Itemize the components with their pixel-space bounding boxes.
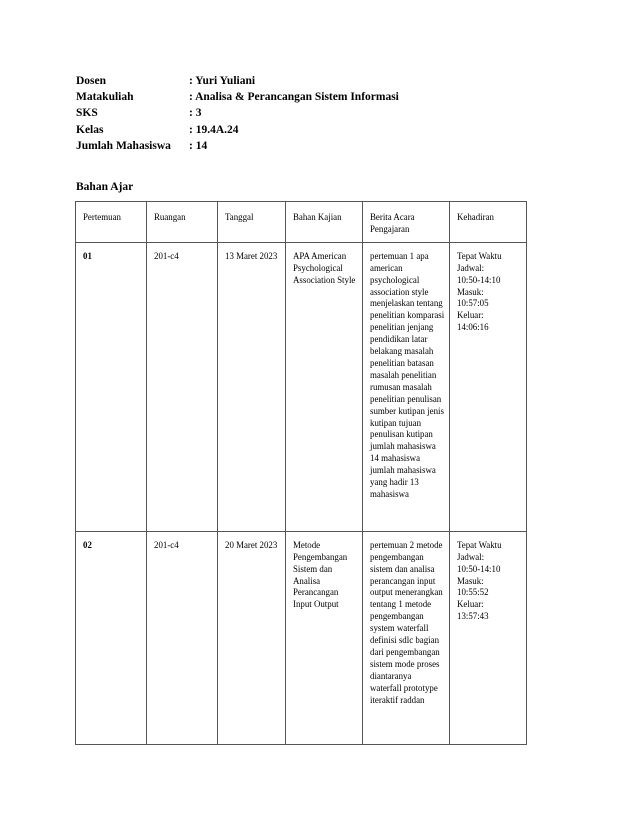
info-row-jumlah-mahasiswa [76,138,556,154]
kehadiran-line: 10:55:52 [457,587,489,598]
kehadiran-line: Tepat Waktu [457,539,502,550]
kehadiran-line: 10:57:05 [457,298,489,309]
info-label: Dosen [76,75,107,87]
cell-ruangan: 201-c4 [147,531,218,744]
cell-tanggal: 20 Maret 2023 [218,531,286,744]
table-header-row [76,202,527,243]
kehadiran-line: 10:50-14:10 [457,274,501,285]
course-info [76,73,556,154]
info-value: : 19.4A.24 [189,123,239,136]
kehadiran-line: Masuk: [457,286,484,297]
info-row-dosen [76,73,556,89]
bahan-ajar-table [75,201,527,745]
cell-berita-acara: pertemuan 2 metode pengembangan sistem dan analisa perancangan input output menerangkan tentang 1 metode pengembangan system waterfall definisi sdlc bagian dari pengembangan sistem mode proses diantaranya waterfall prototype iteraktif raddan [363,531,450,744]
info-row-kelas [76,122,556,138]
cell-ruangan: 201-c4 [147,242,218,531]
info-value: : Analisa & Perancangan Sistem Informasi [189,91,399,104]
info-label: Jumlah Mahasiswa [76,139,171,152]
header-pertemuan: Pertemuan [76,202,147,243]
info-row-sks [76,105,556,121]
cell-pertemuan: 01 [76,242,147,531]
header-kehadiran: Kehadiran [450,202,527,243]
cell-tanggal: 13 Maret 2023 [218,242,286,531]
kehadiran-line: Jadwal: [457,551,485,562]
info-value: : Yuri Yuliani [189,75,256,87]
cell-kehadiran [450,531,527,744]
cell-berita-acara: pertemuan 1 apa american psychological association style menjelaskan tentang penelitian komparasi penelitian jenjang pendidikan latar belakang masalah penelitian batasan masalah penelitian rumusan masalah penelitian penulisan sumber kutipan jenis kutipan tujuan penulisan kutipan jumlah mahasiswa 14 mahasiswa jumlah mahasiswa yang hadir 13 mahasiswa [363,242,450,531]
info-row-matakuliah [76,89,556,105]
cell-pertemuan: 02 [76,531,147,744]
table-row [76,242,527,531]
section-title-bahan-ajar: Bahan Ajar [76,181,134,193]
kehadiran-line: Tepat Waktu [457,250,502,261]
info-label: SKS [76,107,98,120]
header-ruangan: Ruangan [147,202,218,243]
info-label: Kelas [76,123,104,136]
cell-kehadiran [450,242,527,531]
kehadiran-line: 13:57:43 [457,611,489,622]
kehadiran-line: 14:06:16 [457,322,489,333]
table-row [76,531,527,744]
kehadiran-line: 10:50-14:10 [457,563,501,574]
kehadiran-line: Keluar: [457,599,484,610]
header-bahan-kajian: Bahan Kajian [286,202,363,243]
info-value: : 14 [189,139,208,152]
kehadiran-line: Masuk: [457,575,484,586]
header-berita-acara: Berita Acara Pengajaran [363,202,450,243]
kehadiran-line: Jadwal: [457,262,485,273]
cell-bahan-kajian: Metode Pengembangan Sistem dan Analisa Perancangan Input Output [286,531,363,744]
kehadiran-line: Keluar: [457,310,484,321]
header-tanggal: Tanggal [218,202,286,243]
info-label: Matakuliah [76,91,134,104]
cell-bahan-kajian: APA American Psychological Association Style [286,242,363,531]
info-value: : 3 [189,107,202,120]
